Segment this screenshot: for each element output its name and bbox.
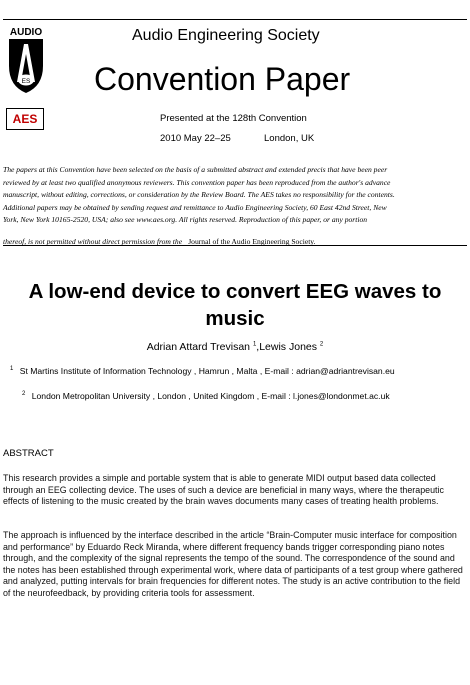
disclaimer-line: The papers at this Convention have been selected on the basis of a submitted abstract and extended precis that have been peer — [3, 165, 388, 174]
logo-text: AUDIO — [9, 27, 43, 38]
affiliation-2 — [22, 391, 390, 401]
disclaimer-line: manuscript, without editing, corrections, or consideration by the Review Board. The AES takes no responsibility for the contents. — [3, 190, 395, 199]
journal-name: Journal of the Audio Engineering Society. — [188, 236, 316, 246]
affil-sup: 2 — [22, 391, 26, 398]
abstract-heading: ABSTRACT — [3, 448, 54, 459]
disclaimer-line: York, New York 10165-2520, USA; also see www.aes.org. All rights reserved. Reproduction of this paper, or any portion — [3, 215, 368, 224]
top-rule — [3, 19, 467, 20]
disclaimer-line: Additional papers may be obtained by sending request and remittance to Audio Engineering Society, 60 East 42nd Street, New — [3, 202, 387, 212]
paper-title — [0, 278, 470, 332]
abstract-paragraph: This research provides a simple and portable system that is able to generate MIDI output based data collected through an EEG collecting device. The uses of such a device are beneficial in many ways, where the therapeutic effects of listening to the music created by the brain waves documents many cases of treating health problems. — [3, 473, 444, 507]
author-sup: 1 — [252, 341, 257, 348]
convention-location: London, UK — [264, 133, 315, 144]
presented-at: Presented at the 128th Convention — [160, 113, 307, 124]
affil-text: London Metropolitan University , London , United Kingdom , E-mail : l.jones@londonmet.ac.uk — [31, 391, 390, 401]
disclaimer-line: reviewed by at least two qualified anonymous reviewers. This convention paper has been reproduced from the author's advance — [3, 177, 391, 187]
affil-text: St Martins Institute of Information Technology , Hamrun , Malta , E-mail : adrian@adriantrevisan.eu — [19, 366, 395, 376]
aes-badge: AES — [6, 108, 44, 130]
disclaimer — [3, 164, 467, 248]
header-rule — [3, 245, 467, 246]
aes-logo-icon — [4, 22, 48, 94]
author-name: Adrian Attard Trevisan — [146, 341, 251, 353]
author-sup: 2 — [319, 341, 324, 348]
title-line: A low-end device to convert EEG waves to — [28, 280, 442, 303]
affil-sup: 1 — [10, 366, 14, 373]
affiliation-1 — [10, 366, 395, 376]
convention-date: 2010 May 22–25 — [160, 133, 231, 144]
authors — [0, 341, 470, 353]
disclaimer-line: thereof, is not permitted without direct permission from the — [3, 236, 183, 246]
doc-type: Convention Paper — [94, 61, 351, 97]
logo-ess: ES — [21, 78, 31, 85]
abstract-paragraph: The approach is influenced by the interface described in the article “Brain-Computer music interface for composition and performance” by Eduardo Reck Miranda, where different frequency bands trigger corresponding piano notes through, and the complexity of the signal represents the tempo of the sound. The correspondence of the sound and the notes has been established through experimental work, where data of participants of a test group where gathered and analyzed, putting intervals for brain frequencies for different notes. The study is an active contribution to the field of the neurofeedback, by providing criteria tools for assessment. — [3, 530, 463, 598]
author-name: ,Lewis Jones — [256, 341, 317, 353]
society-name: Audio Engineering Society — [132, 27, 320, 44]
title-line: music — [205, 307, 265, 330]
